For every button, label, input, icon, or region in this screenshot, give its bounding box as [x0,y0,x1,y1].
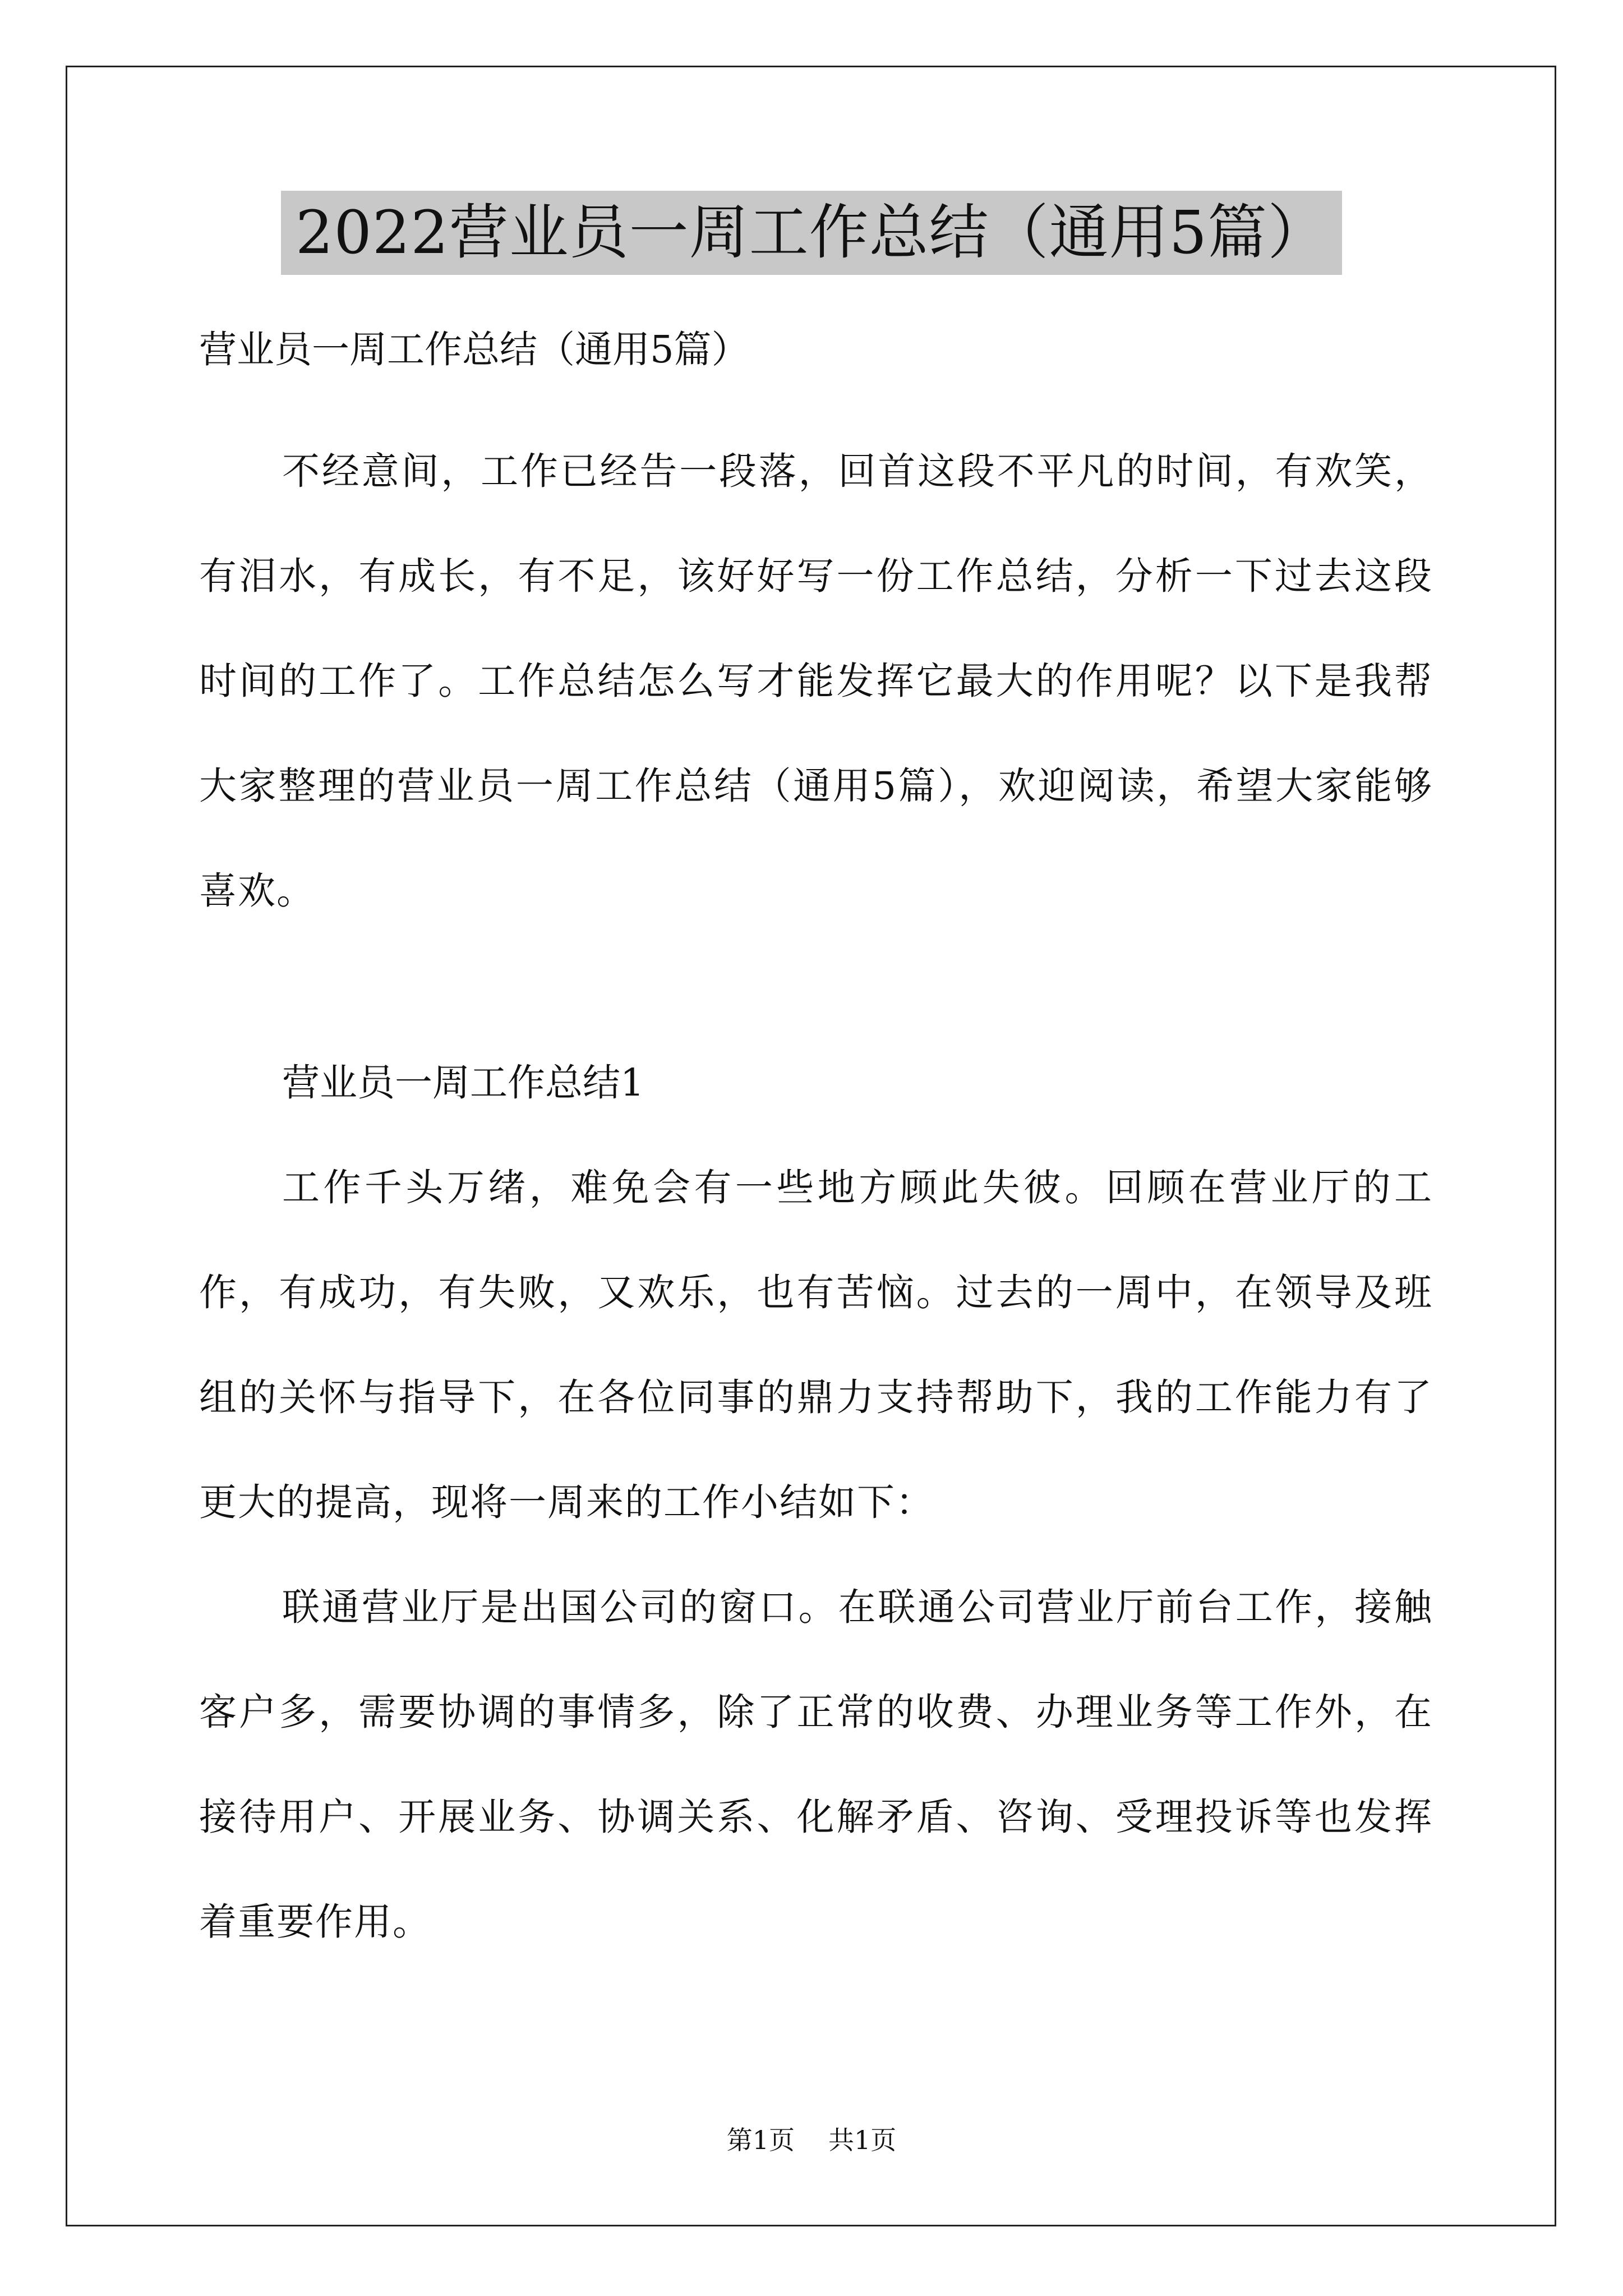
section-heading: 营业员一周工作总结1 [282,1061,644,1105]
title-wrap [0,191,1623,275]
section-gap [199,944,1433,1030]
section-paragraph: 联通营业厅是出国公司的窗口。在联通公司营业厅前台工作，接触客户多，需要协调的事情多，除了正常的收费、办理业务等工作外，在接待用户、开展业务、协调关系、化解矛盾、咨询、受理投诉等也发挥着重要作用。 [199,1585,1433,1944]
document-subtitle: 营业员一周工作总结（通用5篇） [199,328,749,371]
section-paragraph: 工作千头万绪，难免会有一些地方顾此失彼。回顾在营业厅的工作，有成功，有失败，又欢乐，也有苦恼。过去的一周中，在领导及班组的关怀与指导下，在各位同事的鼎力支持帮助下，我的工作能力有了更大的提高，现将一周来的工作小结如下： [199,1166,1433,1524]
page-total: 共1页 [828,2125,897,2155]
page-footer [0,2123,1623,2157]
page-number: 第1页 [726,2125,795,2155]
document-title: 2022营业员一周工作总结（通用5篇） [281,191,1342,275]
intro-paragraph: 不经意间，工作已经告一段落，回首这段不平凡的时间，有欢笑，有泪水，有成长，有不足，该好好写一份工作总结，分析一下过去这段时间的工作了。工作总结怎么写才能发挥它最大的作用呢？以下是我帮大家整理的营业员一周工作总结（通用5篇），欢迎阅读，希望大家能够喜欢。 [199,449,1433,913]
document-body [199,320,1433,1975]
